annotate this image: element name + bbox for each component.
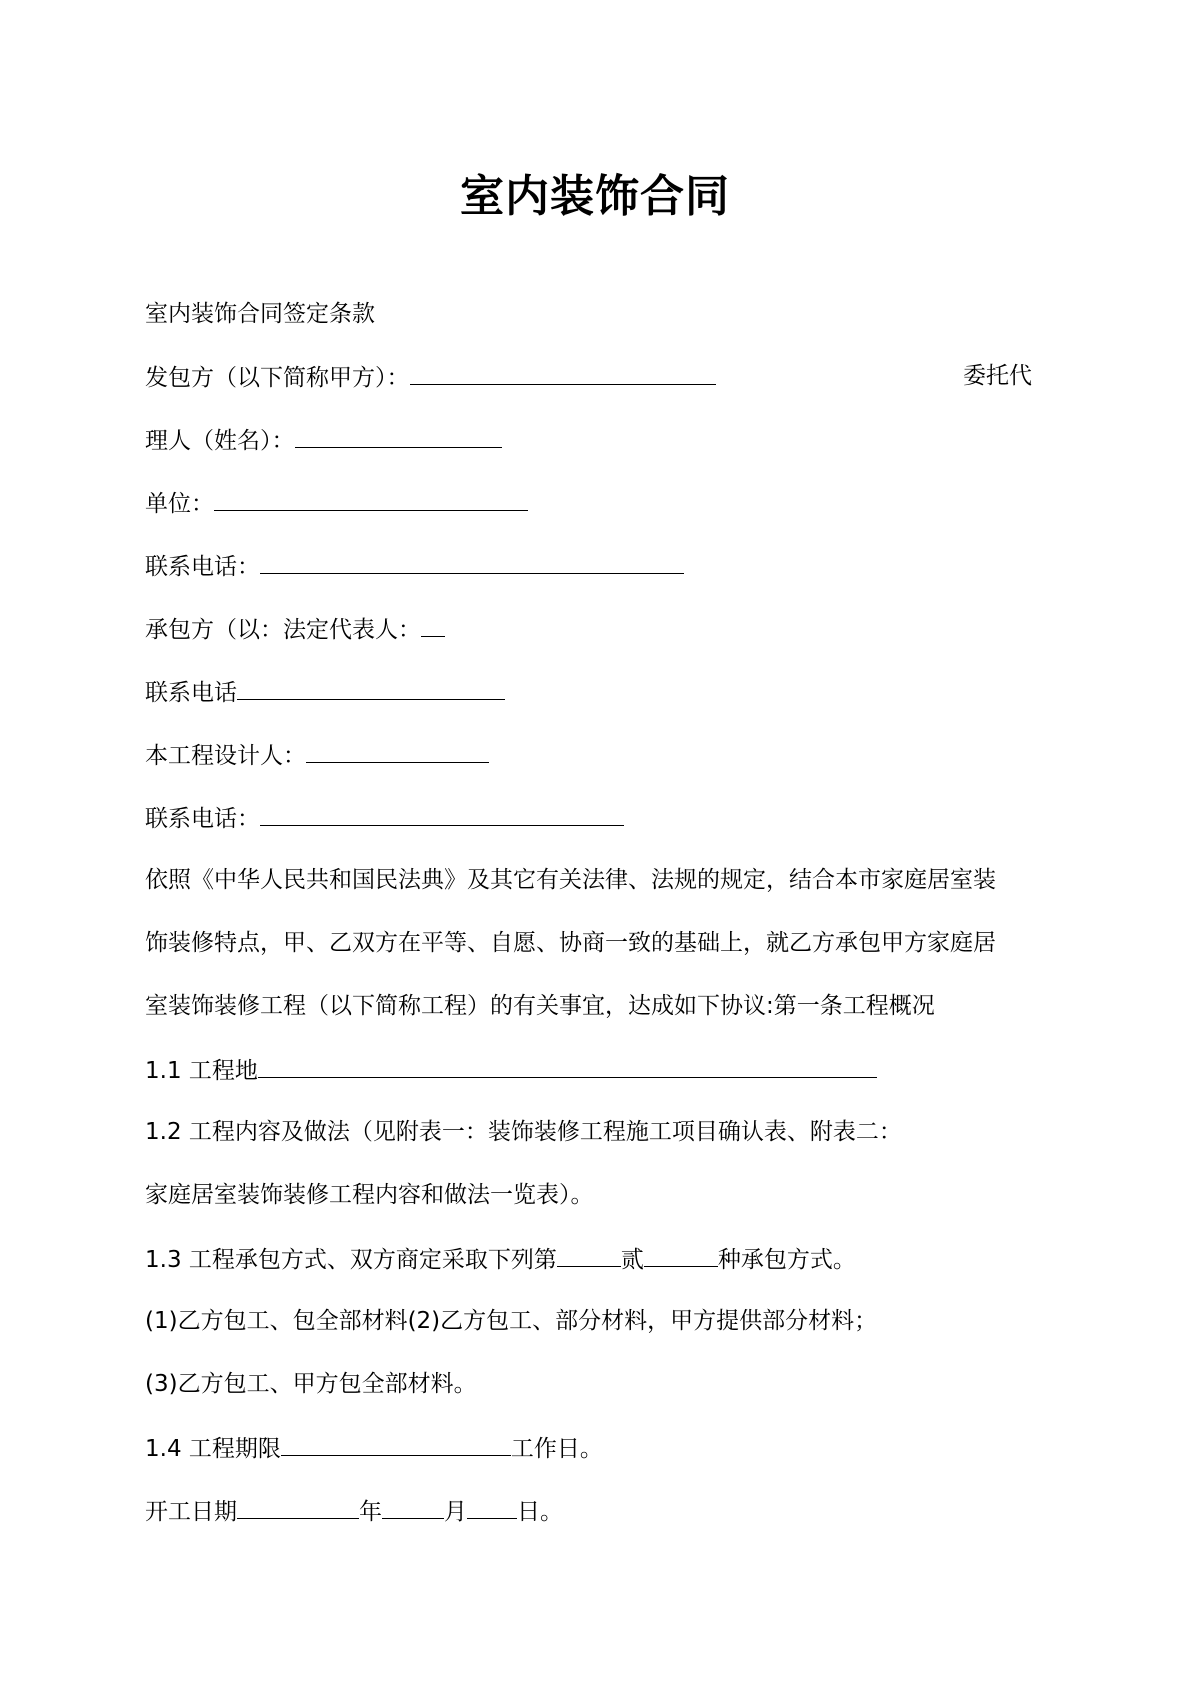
item-1-3-suffix: 种承包方式。 (717, 1247, 856, 1273)
phone3-line (145, 801, 624, 835)
contractor-line (145, 612, 445, 646)
year-blank[interactable] (237, 1494, 359, 1519)
unit-blank[interactable] (214, 486, 528, 511)
phone1-label: 联系电话： (145, 554, 260, 580)
phone2-line (145, 675, 505, 709)
phone2-blank[interactable] (237, 675, 505, 700)
designer-blank[interactable] (306, 738, 489, 763)
item-1-1-label: 1.1 工程地 (145, 1058, 258, 1084)
contractor-label: 承包方（以：法定代表人： (145, 617, 421, 643)
page-title: 室内装饰合同 (460, 171, 730, 222)
unit-label: 单位： (145, 491, 214, 517)
agent-line (145, 423, 502, 457)
subtitle: 室内装饰合同签定条款 (145, 301, 375, 327)
phone1-blank[interactable] (260, 549, 684, 574)
option-3-line: (3)乙方包工、甲方包全部材料。 (145, 1371, 477, 1397)
agent-label: 理人（姓名）： (145, 428, 295, 454)
month-blank[interactable] (382, 1494, 444, 1519)
client-label: 发包方（以下简称甲方）： (145, 365, 410, 391)
item-1-4-line (145, 1431, 603, 1465)
paragraph-line-1: 依照《中华人民共和国民法典》及其它有关法律、法规的规定，结合本市家庭居室装 (145, 867, 996, 893)
client-blank[interactable] (410, 360, 716, 385)
phone2-label: 联系电话 (145, 680, 237, 706)
unit-line (145, 486, 528, 520)
month-label: 月 (444, 1499, 467, 1525)
paragraph-line-2: 饰装修特点，甲、乙双方在平等、自愿、协商一致的基础上，就乙方承包甲方家庭居 (145, 930, 996, 956)
client-line (145, 360, 716, 394)
item-1-2-line-a: 1.2 工程内容及做法（见附表一：装饰装修工程施工项目确认表、附表二： (145, 1119, 902, 1145)
agent-blank[interactable] (295, 423, 502, 448)
phone1-line (145, 549, 684, 583)
designer-label: 本工程设计人： (145, 743, 306, 769)
start-date-label: 开工日期 (145, 1499, 237, 1525)
duration-blank[interactable] (281, 1431, 511, 1456)
site-blank[interactable] (258, 1053, 877, 1078)
day-label: 日。 (517, 1499, 563, 1525)
phone3-blank[interactable] (260, 801, 624, 826)
item-1-2-line-b: 家庭居室装饰装修工程内容和做法一览表）。 (145, 1182, 594, 1208)
mode-fill-value: 贰 (620, 1247, 644, 1273)
day-blank[interactable] (467, 1494, 517, 1519)
agent-prefix: 委托代 (963, 363, 1032, 389)
designer-line (145, 738, 489, 772)
item-1-1-line (145, 1053, 877, 1087)
mode-blank-right[interactable] (644, 1242, 718, 1267)
item-1-3-label: 1.3 工程承包方式、双方商定采取下列第 (145, 1247, 557, 1273)
phone3-label: 联系电话： (145, 806, 260, 832)
year-label: 年 (359, 1499, 382, 1525)
item-1-4-suffix: 工作日。 (510, 1436, 603, 1462)
mode-blank-left[interactable] (557, 1242, 621, 1267)
paragraph-line-3: 室装饰装修工程（以下简称工程）的有关事宜，达成如下协议:第一条工程概况 (145, 993, 935, 1019)
item-1-3-line (145, 1242, 856, 1276)
option-1-2-line: (1)乙方包工、包全部材料(2)乙方包工、部分材料，甲方提供部分材料； (145, 1308, 878, 1334)
item-1-4-label: 1.4 工程期限 (145, 1436, 281, 1462)
contractor-blank[interactable] (421, 612, 445, 637)
start-date-line (145, 1494, 563, 1528)
